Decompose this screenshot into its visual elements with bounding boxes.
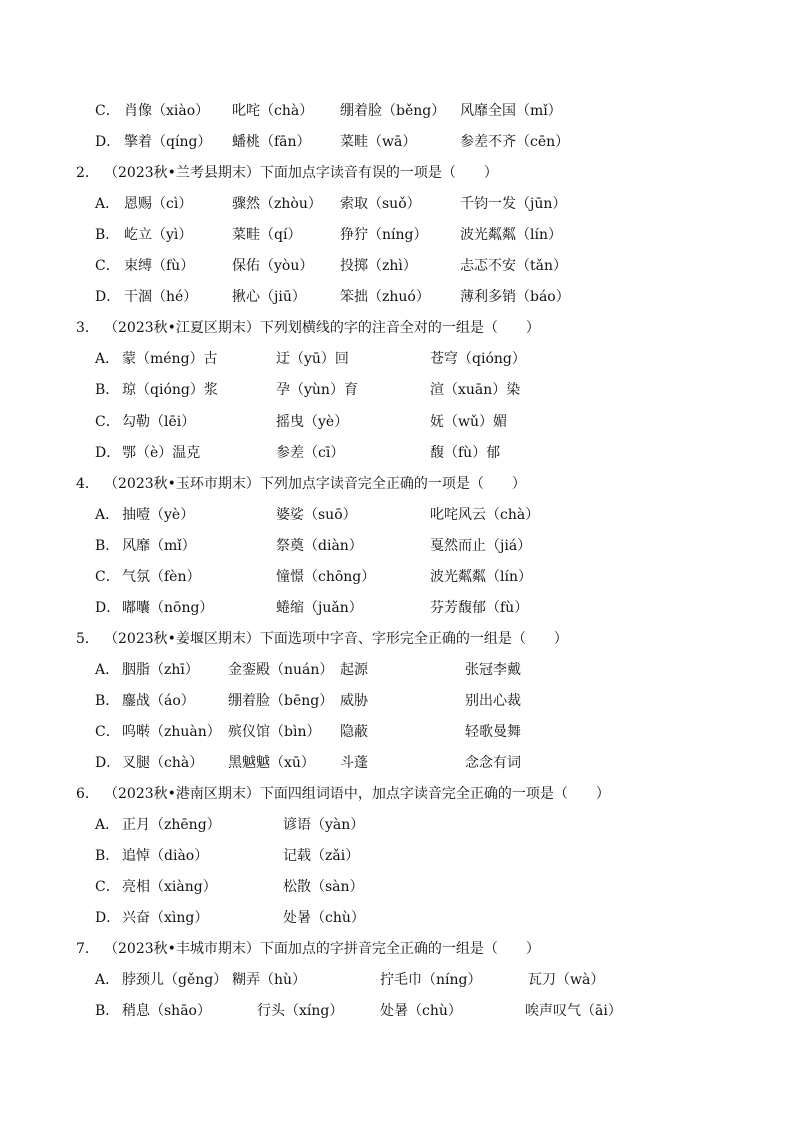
option-word: 正月（zhēng） <box>122 817 221 834</box>
answer-option <box>0 131 794 153</box>
answer-option <box>0 535 794 557</box>
option-word: 憧憬（chōng） <box>276 568 376 585</box>
option-word: 别出心裁 <box>465 692 521 709</box>
option-word: 隐蔽 <box>340 724 368 740</box>
answer-option <box>0 255 794 277</box>
answer-option <box>0 752 794 774</box>
answer-option <box>0 442 794 464</box>
answer-option <box>0 348 794 370</box>
option-word: 妩（wǔ）媚 <box>430 413 507 430</box>
option-word: 忐忑不安（tǎn） <box>460 258 567 275</box>
option-word: 蟠桃（fān） <box>232 134 311 151</box>
option-word: 谚语（yàn） <box>283 817 365 834</box>
option-word: 唉声叹气（āi） <box>525 1003 622 1020</box>
option-word: 祭奠（diàn） <box>276 537 363 554</box>
option-word: 殡仪馆（bìn） <box>228 724 321 740</box>
option-letter: D． <box>95 755 121 772</box>
option-word: 绷着脸（běng） <box>340 103 446 119</box>
option-word: 渲（xuān）染 <box>430 382 521 399</box>
option-word: 记载（zǎi） <box>283 848 360 865</box>
question-stem <box>0 473 794 495</box>
option-word: 呜啭（zhuàn） <box>122 724 221 740</box>
option-word: 张冠李戴 <box>465 661 521 678</box>
option-word: 瓦刀（wà） <box>528 972 605 989</box>
option-word: 威胁 <box>340 692 368 709</box>
question-text: （2023秋•玉环市期末）下列加点字读音完全正确的一项是（ ） <box>104 475 526 492</box>
question-text: （2023秋•丰城市期末）下面加点的字拼音完全正确的一组是（ ） <box>104 941 540 958</box>
option-word: 念念有词 <box>465 755 521 772</box>
option-word: 菜畦（qí） <box>232 227 302 244</box>
option-word: 千钧一发（jūn） <box>460 196 567 213</box>
question-number: 2． <box>76 165 99 182</box>
question-text: （2023秋•江夏区期末）下列划横线的字的注音全对的一组是（ ） <box>104 320 540 337</box>
option-word: 风靡（mǐ） <box>122 537 196 554</box>
option-word: 恩赐（cì） <box>124 196 193 213</box>
answer-option <box>0 845 794 867</box>
answer-option <box>0 286 794 308</box>
option-word: 蒙（méng）古 <box>122 351 218 368</box>
option-word: 肖像（xiào） <box>124 103 210 119</box>
answer-option <box>0 814 794 836</box>
option-word: 鏖战（áo） <box>122 692 195 709</box>
question-number: 5． <box>76 630 99 647</box>
option-word: 糊弄（hù） <box>232 972 307 989</box>
question-stem <box>0 628 794 650</box>
question-stem <box>0 938 794 960</box>
option-word: 婆娑（suō） <box>276 506 357 523</box>
option-word: 追悼（diào） <box>122 848 209 865</box>
option-word: 参差不齐（cēn） <box>460 134 570 151</box>
answer-option <box>0 411 794 433</box>
option-letter: C． <box>95 413 120 430</box>
question-number: 6． <box>76 786 99 803</box>
answer-option <box>0 224 794 246</box>
answer-option <box>0 690 794 712</box>
option-word: 菜畦（wā） <box>340 134 417 151</box>
option-word: 保佑（yòu） <box>232 258 314 275</box>
option-letter: A． <box>95 351 120 368</box>
option-word: 兴奋（xìng） <box>122 910 209 927</box>
option-word: 摇曳（yè） <box>276 413 349 430</box>
answer-option <box>0 907 794 929</box>
option-word: 琼（qióng）浆 <box>122 382 218 399</box>
option-letter: A． <box>95 817 120 834</box>
option-word: 芬芳馥郁（fù） <box>430 599 529 616</box>
option-word: 干涸（hé） <box>124 289 198 306</box>
option-letter: B． <box>95 692 120 709</box>
answer-option <box>0 379 794 401</box>
option-word: 馥（fù）郁 <box>430 444 501 461</box>
option-letter: D． <box>95 134 121 151</box>
option-word: 参差（cī） <box>276 444 345 461</box>
option-word: 叉腿（chà） <box>122 755 204 772</box>
question-text: （2023秋•兰考县期末）下面加点字读音有误的一项是（ ） <box>104 165 498 182</box>
option-word: 蜷缩（juǎn） <box>276 599 363 616</box>
option-letter: B． <box>95 848 120 865</box>
option-letter: C． <box>95 879 120 896</box>
option-word: 金銮殿（nuán） <box>228 661 334 678</box>
option-word: 黑魆魆（xū） <box>228 755 315 772</box>
option-word: 波光粼粼（lín） <box>460 227 562 244</box>
option-letter: A． <box>95 196 120 213</box>
option-word: 松散（sàn） <box>283 879 364 896</box>
answer-option <box>0 876 794 898</box>
answer-option <box>0 597 794 619</box>
question-stem <box>0 162 794 184</box>
option-word: 绷着脸（bēng） <box>228 692 334 709</box>
option-word: 波光粼粼（lín） <box>430 568 532 585</box>
option-word: 斗蓬 <box>340 755 368 772</box>
option-word: 拧毛巾（níng） <box>380 972 482 989</box>
question-stem <box>0 783 794 805</box>
option-word: 亮相（xiàng） <box>122 879 217 896</box>
option-word: 苍穹（qióng） <box>430 351 526 368</box>
option-word: 屹立（yì） <box>124 227 193 244</box>
option-word: 处暑（chù） <box>283 910 365 927</box>
option-letter: C． <box>95 258 120 275</box>
option-letter: D． <box>95 444 121 461</box>
option-word: 行头（xíng） <box>257 1003 344 1020</box>
option-letter: D． <box>95 289 121 306</box>
option-word: 揪心（jiū） <box>232 289 306 306</box>
option-letter: D． <box>95 599 121 616</box>
answer-option <box>0 504 794 526</box>
option-letter: A． <box>95 506 120 523</box>
option-letter: B． <box>95 537 120 554</box>
option-word: 鄂（è）温克 <box>122 444 201 461</box>
question-number: 7． <box>76 941 99 958</box>
option-word: 稍息（shāo） <box>122 1003 211 1020</box>
answer-option <box>0 193 794 215</box>
option-letter: C． <box>95 568 120 585</box>
option-word: 勾勒（lēi） <box>122 413 196 430</box>
answer-option <box>0 969 794 991</box>
option-word: 索取（suǒ） <box>340 196 421 213</box>
option-word: 狰狞（níng） <box>340 227 428 244</box>
option-letter: A． <box>95 661 120 678</box>
option-word: 处暑（chù） <box>380 1003 462 1020</box>
option-word: 束缚（fù） <box>124 258 195 275</box>
question-number: 3． <box>76 320 99 337</box>
option-word: 风靡全国（mǐ） <box>460 103 562 119</box>
option-word: 投掷（zhì） <box>340 258 417 275</box>
question-number: 4． <box>76 475 99 492</box>
option-word: 起源 <box>340 661 368 678</box>
answer-option <box>0 1000 794 1022</box>
question-text: （2023秋•姜堰区期末）下面选项中字音、字形完全正确的一组是（ ） <box>104 630 568 647</box>
option-word: 脖颈儿（gěng） <box>122 972 228 989</box>
option-letter: D． <box>95 910 121 927</box>
option-word: 擎着（qíng） <box>124 134 212 151</box>
option-word: 骤然（zhòu） <box>232 196 322 213</box>
option-letter: B． <box>95 1003 120 1020</box>
question-stem <box>0 317 794 339</box>
option-word: 胭脂（zhī） <box>122 661 199 678</box>
option-letter: B． <box>95 227 120 244</box>
option-word: 抽噎（yè） <box>122 506 195 523</box>
option-letter: C． <box>95 724 120 740</box>
option-word: 笨拙（zhuó） <box>340 289 430 306</box>
answer-option <box>0 100 794 122</box>
option-word: 气氛（fèn） <box>122 568 201 585</box>
option-word: 孕（yùn）育 <box>276 382 358 399</box>
answer-option <box>0 721 794 743</box>
option-letter: C． <box>95 103 120 119</box>
option-word: 迂（yū）回 <box>276 351 349 368</box>
option-letter: B． <box>95 382 120 399</box>
question-text: （2023秋•港南区期末）下面四组词语中，加点字读音完全正确的一项是（ ） <box>104 786 610 803</box>
option-word: 戛然而止（jiá） <box>430 537 532 554</box>
option-letter: A． <box>95 972 120 989</box>
option-word: 叱咤（chà） <box>232 103 314 119</box>
option-word: 嘟囔（nōng） <box>122 599 214 616</box>
answer-option <box>0 659 794 681</box>
answer-option <box>0 566 794 588</box>
option-word: 叱咤风云（chà） <box>430 506 540 523</box>
option-word: 轻歌曼舞 <box>465 724 521 740</box>
option-word: 薄利多销（báo） <box>460 289 570 306</box>
